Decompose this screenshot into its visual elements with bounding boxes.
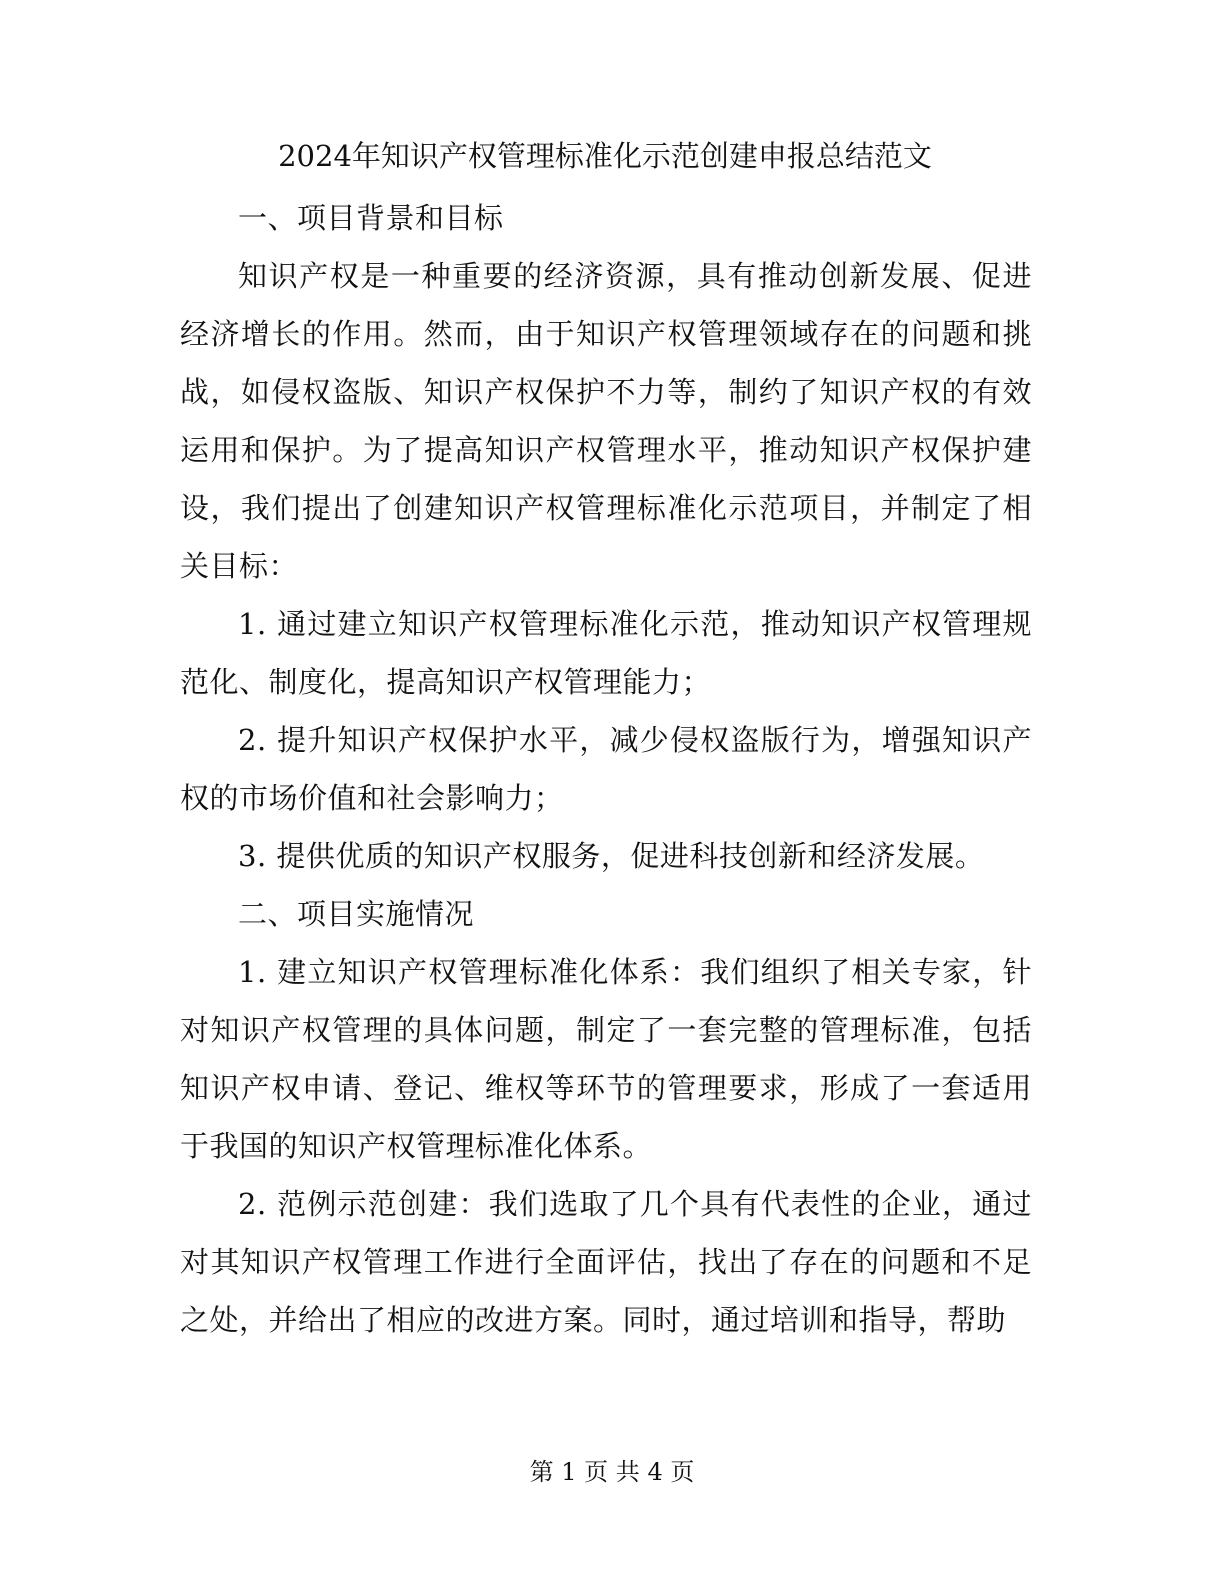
section-heading-background: 一、项目背景和目标 [238,201,504,235]
page-number-footer: 第 1 页 共 4 页 [529,1458,695,1486]
list-item-goal-1: 1. 通过建立知识产权管理标准化示范，推动知识产权管理规范化、制度化，提高知识产权管理能力； [180,607,1032,699]
list-item-goal-2: 2. 提升知识产权保护水平，减少侵权盗版行为，增强知识产权的市场价值和社会影响力； [180,723,1032,815]
document-body [180,189,1032,1349]
section-heading-implementation: 二、项目实施情况 [238,897,475,931]
list-item-implementation-1: 1. 建立知识产权管理标准化体系：我们组织了相关专家，针对知识产权管理的具体问题，制定了一套完整的管理标准，包括知识产权申请、登记、维权等环节的管理要求，形成了一套适用于我国的知识产权管理标准化体系。 [180,955,1032,1163]
list-item-goal-3: 3. 提供优质的知识产权服务，促进科技创新和经济发展。 [238,839,985,873]
paragraph-intro: 知识产权是一种重要的经济资源，具有推动创新发展、促进经济增长的作用。然而，由于知识产权管理领域存在的问题和挑战，如侵权盗版、知识产权保护不力等，制约了知识产权的有效运用和保护。为了提高知识产权管理水平，推动知识产权保护建设，我们提出了创建知识产权管理标准化示范项目，并制定了相关目标： [180,259,1032,583]
document-title: 2024年知识产权管理标准化示范创建申报总结范文 [278,139,932,173]
list-item-implementation-2: 2. 范例示范创建：我们选取了几个具有代表性的企业，通过对其知识产权管理工作进行全面评估，找出了存在的问题和不足之处，并给出了相应的改进方案。同时，通过培训和指导，帮助 [180,1187,1032,1337]
